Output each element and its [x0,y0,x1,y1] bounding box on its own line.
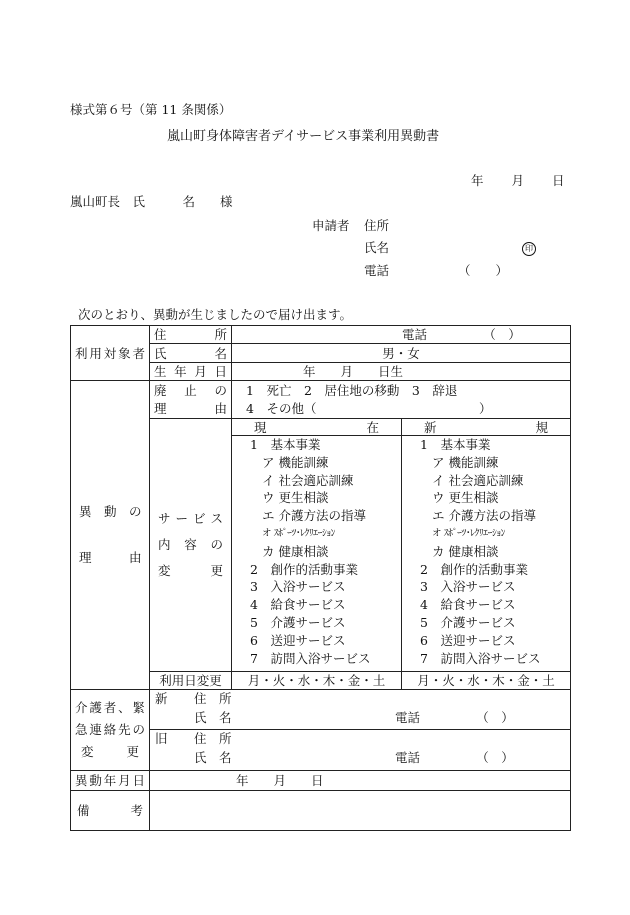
current-service-item[interactable]: ア 機能訓練 [262,454,329,470]
caregiver-label [71,690,150,771]
change-reason-label-2: 理 由 [79,550,142,565]
user-gender[interactable]: 男・女 [232,344,571,363]
service-label-3: 変 更 [158,563,223,578]
days-current[interactable]: 月・火・水・木・金・土 [232,672,402,690]
caregiver-old-name-label: 氏 名 [194,750,232,765]
current-service-item[interactable]: 4 給食サービス [250,597,346,613]
applicant-address-label: 住所 [364,218,390,233]
current-service-item[interactable]: 2 創作的活動事業 [250,561,358,577]
caregiver-new-phone[interactable]: 電話 （ ） [395,710,514,725]
new-service-item[interactable]: 7 訪問入浴サービス [420,650,541,666]
abolish-reason-label [150,381,232,419]
day-change-label: 利用日変更 [150,672,232,690]
current-service-item[interactable]: エ 介護方法の指導 [262,508,366,524]
remarks-row [71,791,571,831]
user-group-label: 利用対象者 [71,326,150,381]
new-service-item[interactable]: ア 機能訓練 [432,454,499,470]
service-label-1: サービス [158,511,223,526]
change-date-row [71,771,571,791]
caregiver-new-block [150,690,570,730]
seal-mark: 印 [522,242,536,256]
user-address-row [71,326,571,344]
user-phone[interactable]: 電話 （ ） [232,326,571,344]
user-birth-value[interactable]: 年 月 日生 [232,363,571,381]
new-column-header: 新 規 [402,419,571,436]
current-service-item[interactable]: ウ 更生相談 [262,490,329,506]
new-service-item[interactable]: 6 送迎サービス [420,632,516,648]
change-date-value[interactable]: 年 月 日 [150,771,571,791]
caregiver-label-3: 変 更 [81,744,139,759]
caregiver-row [71,690,571,771]
current-service-item[interactable]: 3 入浴サービス [250,579,346,595]
current-service-item[interactable]: 5 介護サービス [250,614,346,630]
user-address-label: 住 所 [150,326,232,344]
abolish-label-2: 理 由 [154,401,227,416]
caregiver-old-phone[interactable]: 電話 （ ） [395,750,514,765]
days-new[interactable]: 月・火・水・木・金・土 [402,672,571,690]
abolish-option-line-2[interactable]: 4 その他（ ） [246,401,492,416]
current-service-item[interactable]: イ 社会適応訓練 [262,472,354,488]
applicant-phone-paren: （ ） [458,263,509,278]
applicant-name-label: 氏名 [364,240,390,255]
caregiver-new-tag: 新 [155,691,168,706]
caregiver-old-tag: 旧 [155,731,168,746]
current-service-list[interactable] [232,436,402,672]
caregiver-label-2: 急連絡先の [75,722,145,737]
caregiver-details [150,690,571,771]
remarks-label: 備 考 [71,791,150,831]
service-label-2: 内容の [158,537,223,552]
abolish-option-line-1[interactable]: 1 死亡 2 居住地の移動 3 辞退 [246,383,458,398]
user-name-label: 氏 名 [150,344,232,363]
new-service-item[interactable]: 1 基本事業 [420,437,491,452]
service-change-label [150,419,232,672]
applicant-label: 申請者 [312,218,350,233]
caregiver-label-1: 介護者、緊 [75,700,145,715]
applicant-phone-label: 電話 [364,263,390,278]
caregiver-new-name-label: 氏 名 [194,710,232,725]
change-reason-label-1: 異 動 の [79,504,142,519]
user-birth-label: 生年月日 [150,363,232,381]
caregiver-new-address-label: 住 所 [194,691,232,706]
addressee: 嵐山町長 氏 名 様 [70,194,233,209]
new-service-item[interactable]: オ ｽﾎﾟｰﾂ･ﾚｸﾘｴｰｼｮﾝ [432,527,506,539]
new-service-item[interactable]: ウ 更生相談 [432,490,499,506]
new-service-item[interactable]: 4 給食サービス [420,597,516,613]
document-title: 嵐山町身体障害者デイサービス事業利用異動書 [167,129,440,144]
current-service-item[interactable]: 1 基本事業 [250,437,321,452]
new-service-item[interactable]: 3 入浴サービス [420,579,516,595]
new-service-list[interactable] [402,436,571,672]
form-number: 様式第６号（第 11 条関係） [70,102,232,117]
new-service-item[interactable]: 5 介護サービス [420,614,516,630]
current-service-item[interactable]: 7 訪問入浴サービス [250,650,371,666]
abolish-label-1: 廃止の [154,383,227,398]
current-column-header: 現 在 [232,419,402,436]
current-service-item[interactable]: カ 健康相談 [262,543,329,559]
remarks-field[interactable] [150,791,571,831]
change-reason-group [71,381,150,690]
current-service-item[interactable]: 6 送迎サービス [250,632,346,648]
change-form-table [70,325,571,831]
new-service-item[interactable]: エ 介護方法の指導 [432,508,536,524]
new-service-item[interactable]: 2 創作的活動事業 [420,561,528,577]
new-service-item[interactable]: イ 社会適応訓練 [432,472,524,488]
abolish-row [71,381,571,419]
new-service-item[interactable]: カ 健康相談 [432,543,499,559]
current-service-item[interactable]: オ ｽﾎﾟｰﾂ･ﾚｸﾘｴｰｼｮﾝ [262,527,336,539]
change-date-label: 異動年月日 [71,771,150,791]
caregiver-old-address-label: 住 所 [194,731,232,746]
abolish-options[interactable] [232,381,571,419]
intro-text: 次のとおり、異動が生じましたので届け出ます。 [78,307,353,322]
date-line: 年 月 日 [471,173,566,188]
caregiver-old-block [150,730,570,770]
